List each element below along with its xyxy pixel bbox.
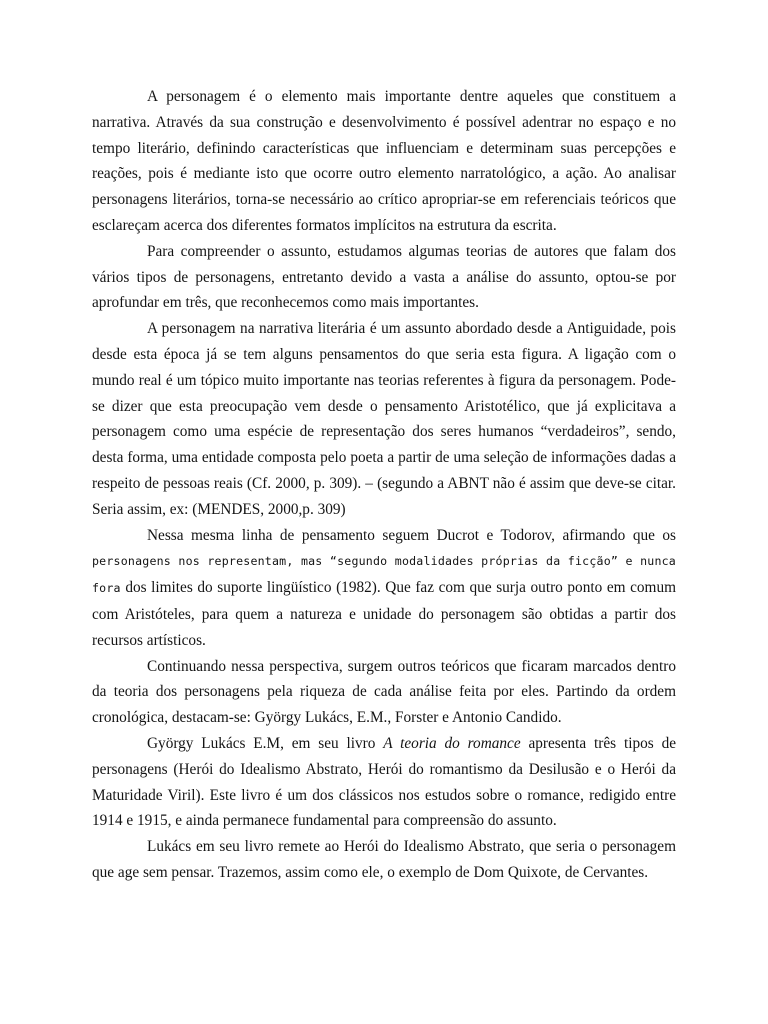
paragraph-4-quoted-segment: personagens nos representam, mas “segundo modalidades próprias da ficção” e nunca fora bbox=[92, 554, 676, 596]
paragraph-7: Lukács em seu livro remete ao Herói do Idealismo Abstrato, que seria o personagem que age sem pensar. Trazemos, assim como ele, o exemplo de Dom Quixote, de Cervantes. bbox=[92, 838, 676, 881]
paragraph-6-end: apresenta três tipos de personagens (Herói do Idealismo Abstrato, Herói do romantismo da Desilusão e o Herói da Maturidade Viril). Este livro é um dos clássicos nos estudos sobre o romance, redigido entre 1914 e 1915, e ainda permanece fundamental para compreensão do assunto. bbox=[92, 734, 677, 830]
paragraph-3: A personagem na narrativa literária é um assunto abordado desde a Antiguidade, pois desde esta época já se tem alguns pensamentos do que seria esta figura. A ligação com o mundo real é um tópico muito importante nas teorias referentes à figura da personagem. Pode-se dizer que esta preocupação vem desde o pensamento Aristotélico, que já explicitava a personagem como uma espécie de representação dos seres humanos “verdadeiros”, sendo, desta forma, uma entidade composta pelo poeta a partir de uma seleção de informações dadas a respeito de pessoas reais (Cf. 2000, p. 309). – (segundo a ABNT não é assim que deve-se citar. Seria assim, ex: (MENDES, 2000,p. 309) bbox=[92, 320, 676, 518]
paragraph-2: Para compreender o assunto, estudamos algumas teorias de autores que falam dos vários tipos de personagens, entretanto devido a vasta a análise do assunto, optou-se por aprofundar em três, que reconhecemos como mais importantes. bbox=[92, 242, 676, 312]
paragraph-4 bbox=[92, 523, 676, 654]
paragraph-4-end: dos limites do suporte lingüístico (1982). Que faz com que surja outro ponto em comum com Aristóteles, para quem a natureza e unidade do personagem são obtidas a partir dos recursos artísticos. bbox=[92, 579, 676, 649]
book-title: A teoria do romance bbox=[383, 734, 521, 752]
document-body bbox=[92, 84, 676, 886]
paragraph-5: Continuando nessa perspectiva, surgem outros teóricos que ficaram marcados dentro da teoria dos personagens pela riqueza de cada análise feita por eles. Partindo da ordem cronológica, destacam-se: György Lukács, E.M., Forster e Antonio Candido. bbox=[92, 657, 676, 727]
paragraph-1: A personagem é o elemento mais importante dentre aqueles que constituem a narrativa. Através da sua construção e desenvolvimento é possível adentrar no espaço e no tempo literário, definindo características que influenciam e determinam suas percepções e reações, pois é mediante isto que ocorre outro elemento narratológico, a ação. Ao analisar personagens literários, torna-se necessário ao crítico apropriar-se em referenciais teóricos que esclareçam acerca dos diferentes formatos implícitos na estrutura da escrita. bbox=[92, 88, 676, 234]
paragraph-6-start: György Lukács E.M, em seu livro bbox=[147, 734, 384, 752]
paragraph-6 bbox=[92, 731, 676, 834]
paragraph-4-start: Nessa mesma linha de pensamento seguem Ducrot e Todorov, afirmando que os bbox=[147, 526, 676, 544]
